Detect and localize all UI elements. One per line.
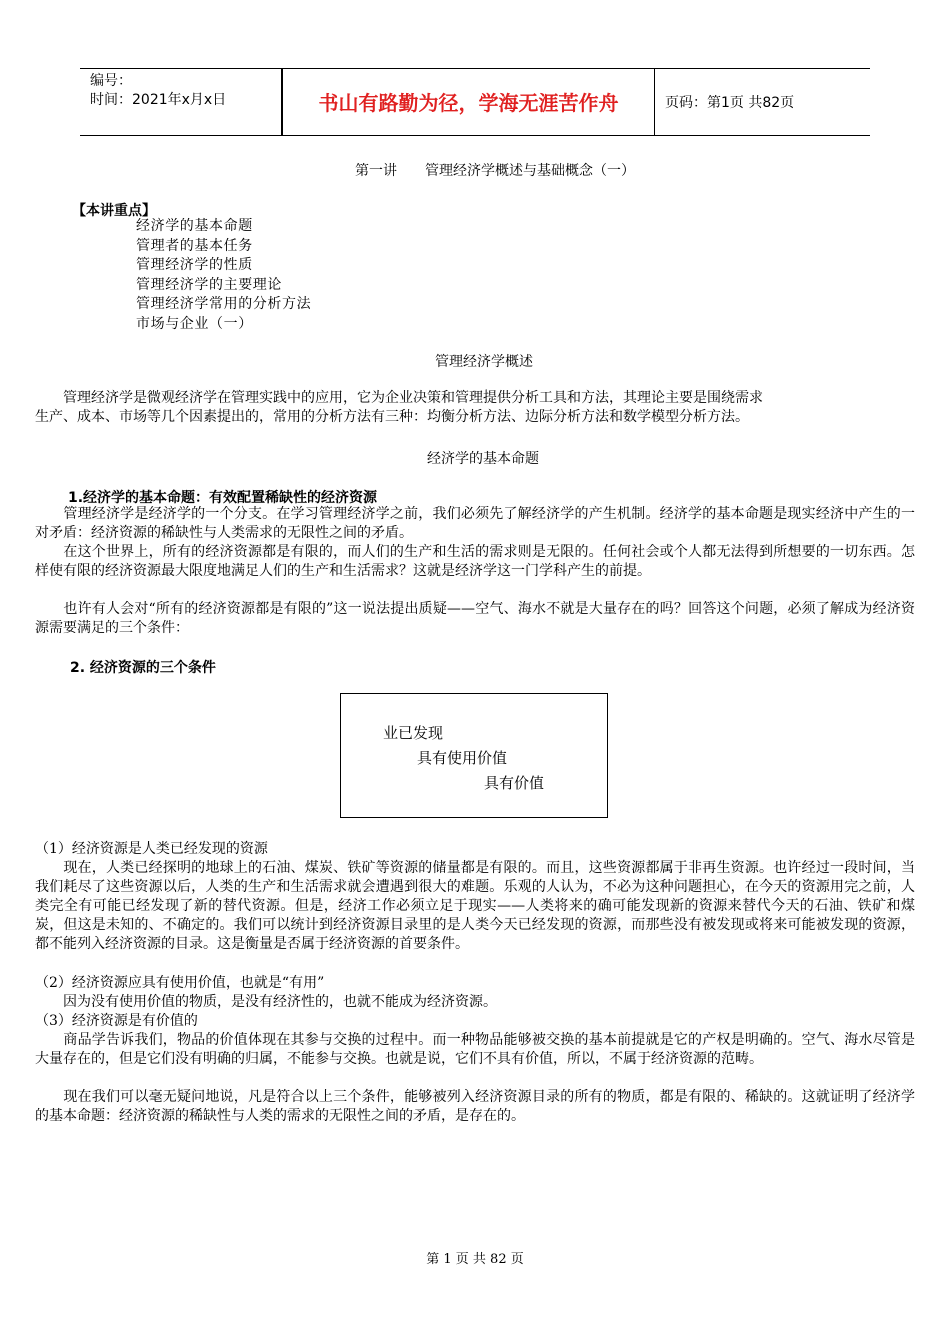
key-points-heading: 【本讲重点】: [72, 203, 156, 219]
overview-title: 管理经济学概述: [435, 354, 533, 370]
section-title: 经济学的基本命题: [427, 451, 539, 467]
condition-2-title: （2）经济资源应具有使用价值，也就是“有用”: [35, 975, 325, 991]
key-point-item: 管理经济学常用的分析方法: [136, 296, 312, 312]
condition-3-text: 商品学告诉我们，物品的价值体现在其参与交换的过程中。而一种物品能够被交换的基本前提就是它的产权是明确的。空气、海水尽管是大量存在的，但是它们没有明确的归属，不能参与交换。也就是说，它们不具有价值，所以，不属于经济资源的范畴。: [35, 1032, 915, 1067]
key-point-item: 管理者的基本任务: [136, 237, 253, 254]
diagram-item-discovered: 业已发现: [383, 724, 444, 742]
page-footer: 第 1 页 共 82 页: [426, 1252, 524, 1267]
key-point-item: 管理经济学的性质: [136, 257, 253, 273]
condition-1-title: （1）经济资源是人类已经发现的资源: [35, 841, 268, 857]
header-motto: 书山有路勤为径，学海无涯苦作舟: [318, 91, 619, 115]
condition-1-text: 现在，人类已经探明的地球上的石油、煤炭、铁矿等资源的储量都是有限的。而且，这些资源都属于非再生资源。也许经过一段时间，当我们耗尽了这些资源以后，人类的生产和生活需求就会遭遇到很大的难题。乐观的人认为，不必为这种问题担心，在今天的资源用完之前，人类完全有可能已经发现了新的替代资源。但是，经济工作必须立足于现实——人类将来的确可能发现新的资源来替代今天的石油、铁矿和煤炭，但这是未知的、不确定的。我们可以统计到经济资源目录里的是人类今天已经发现的资源，而那些没有被发现或将来可能被发现的资源，都不能列入经济资源的目录。这是衡量是否属于经济资源的首要条件。: [35, 860, 915, 952]
overview-line-2: 生产、成本、市场等几个因素提出的，常用的分析方法有三种：均衡分析方法、边际分析方法和数学模型分析方法。: [35, 409, 749, 425]
header-top-rule: [80, 68, 870, 69]
key-point-item: 管理经济学的主要理论: [136, 276, 282, 293]
key-point-item: 经济学的基本命题: [136, 218, 253, 234]
diagram-item-value: 具有价值: [484, 774, 545, 792]
condition-3-title: （3）经济资源是有价值的: [35, 1013, 198, 1029]
sub1-paragraph-3: 也许有人会对“所有的经济资源都是有限的”这一说法提出质疑——空气、海水不就是大量存在的吗？回答这个问题，必须了解成为经济资源需要满足的三个条件：: [35, 601, 915, 636]
key-point-item: 市场与企业（一）: [136, 315, 253, 332]
condition-2-text: 因为没有使用价值的物质，是没有经济性的，也就不能成为经济资源。: [35, 994, 497, 1010]
overview-line-1: 管理经济学是微观经济学在管理实践中的应用，它为企业决策和管理提供分析工具和方法，其理论主要是围绕需求: [35, 390, 763, 406]
sub-heading-1: 1.经济学的基本命题：有效配置稀缺性的经济资源: [68, 490, 378, 506]
header-divider-right: [654, 68, 655, 136]
sub1-paragraph-2: 在这个世界上，所有的经济资源都是有限的，而人们的生产和生活的需求则是无限的。任何社会或个人都无法得到所想要的一切东西。怎样使有限的经济资源最大限度地满足人们的生产和生活需求？这就是经济学这一门学科产生的前提。: [35, 544, 915, 579]
header-bottom-rule: [80, 135, 870, 136]
lecture-title: 第一讲 管理经济学概述与基础概念（一）: [355, 163, 635, 179]
sub1-paragraph-1: 管理经济学是经济学的一个分支。在学习管理经济学之前，我们必须先了解经济学的产生机制。经济学的基本命题是现实经济中产生的一对矛盾：经济资源的稀缺性与人类需求的无限性之间的矛盾。: [35, 506, 915, 541]
header-page-info: 页码：第1页 共82页: [665, 95, 795, 111]
diagram-item-use-value: 具有使用价值: [417, 749, 508, 767]
sub-heading-2: 2. 经济资源的三个条件: [70, 660, 216, 676]
document-number-label: 编号：: [90, 73, 132, 89]
document-time-label: 时间：2021年x月x日: [90, 92, 227, 108]
conclusion-paragraph: 现在我们可以毫无疑问地说，凡是符合以上三个条件，能够被列入经济资源目录的所有的物质，都是有限的、稀缺的。这就证明了经济学的基本命题：经济资源的稀缺性与人类的需求的无限性之间的矛盾，是存在的。: [35, 1089, 915, 1124]
